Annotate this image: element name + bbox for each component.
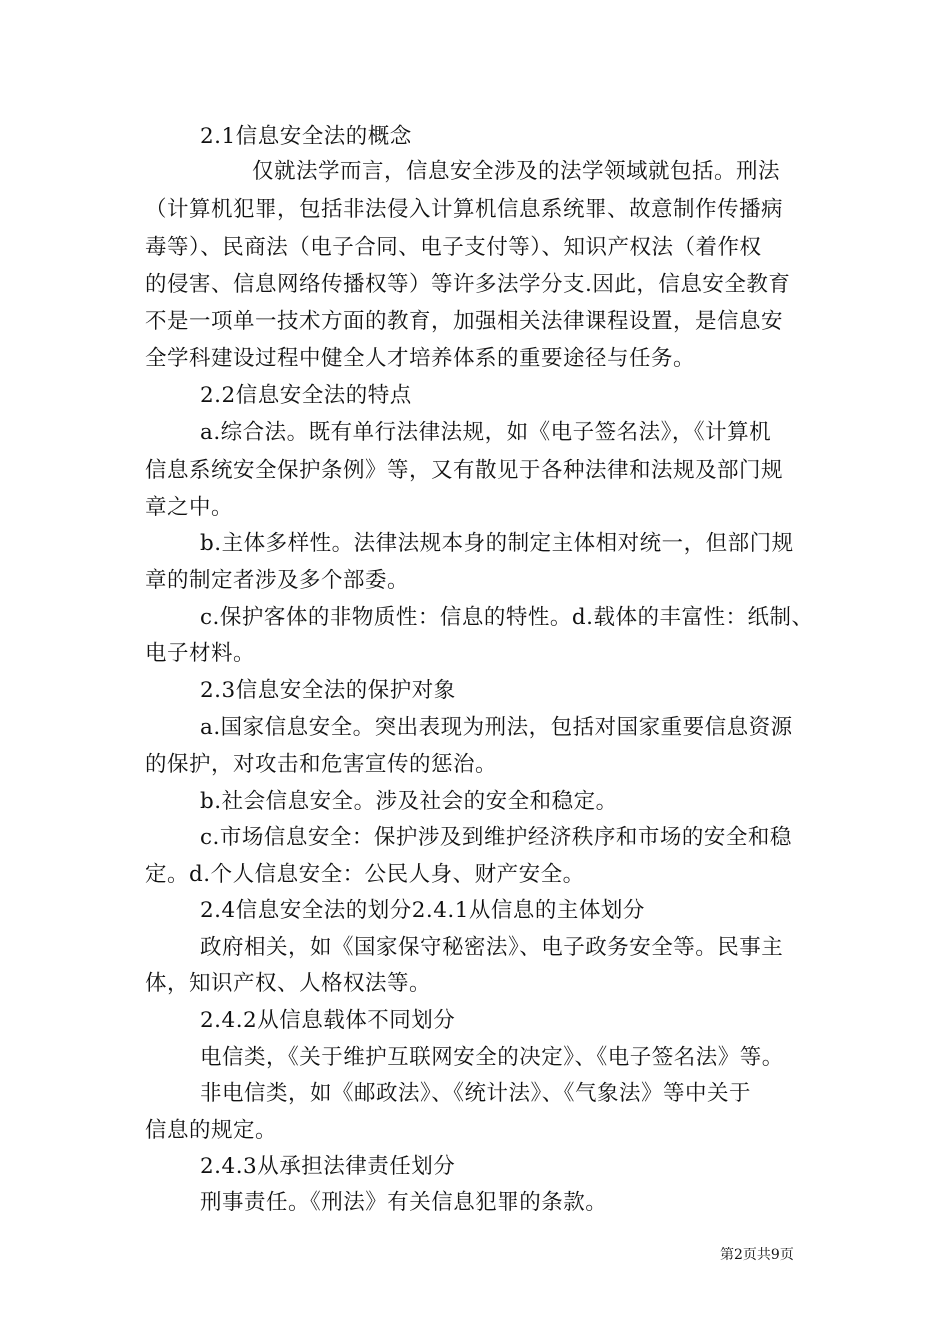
paragraph-line: b.社会信息安全。涉及社会的安全和稳定。 bbox=[200, 789, 618, 814]
paragraph-line: 电信类，《关于维护互联网安全的决定》、《电子签名法》等。 bbox=[200, 1045, 784, 1070]
paragraph-line: 毒等）、民商法（电子合同、电子支付等）、知识产权法（着作权 bbox=[145, 235, 762, 260]
paragraph-line: 信息的规定。 bbox=[145, 1118, 278, 1143]
paragraph-line: 章的制定者涉及多个部委。 bbox=[145, 568, 410, 593]
heading-2-4-3: 2.4.3从承担法律责任划分 bbox=[200, 1154, 456, 1179]
paragraph-line: 的保护，对攻击和危害宣传的惩治。 bbox=[145, 752, 498, 777]
paragraph-line: 政府相关，如《国家保守秘密法》、电子政务安全等。民事主 bbox=[200, 935, 784, 960]
paragraph-line: 电子材料。 bbox=[145, 641, 256, 666]
paragraph-line: 不是一项单一技术方面的教育，加强相关法律课程设置，是信息安 bbox=[145, 309, 784, 334]
paragraph-line: 刑事责任。《刑法》有关信息犯罪的条款。 bbox=[200, 1190, 608, 1215]
paragraph-line: 定。d.个人信息安全：公民人身、财产安全。 bbox=[145, 862, 585, 887]
heading-2-4-2: 2.4.2从信息载体不同划分 bbox=[200, 1008, 456, 1033]
paragraph-line: a.综合法。既有单行法律法规，如《电子签名法》，《计算机 bbox=[200, 420, 772, 445]
paragraph-line: 章之中。 bbox=[145, 495, 234, 520]
paragraph-line: （计算机犯罪，包括非法侵入计算机信息系统罪、故意制作传播病 bbox=[145, 197, 784, 222]
paragraph-line: a.国家信息安全。突出表现为刑法，包括对国家重要信息资源 bbox=[200, 715, 793, 740]
page-number-footer: 第2页共9页 bbox=[720, 1247, 794, 1263]
paragraph-line: 的侵害、信息网络传播权等）等许多法学分支.因此，信息安全教育 bbox=[145, 272, 791, 297]
paragraph-line: c.保护客体的非物质性：信息的特性。d.载体的丰富性：纸制、 bbox=[200, 605, 814, 630]
paragraph-line: 信息系统安全保护条例》等，又有散见于各种法律和法规及部门规 bbox=[145, 458, 784, 483]
paragraph-line: 全学科建设过程中健全人才培养体系的重要途径与任务。 bbox=[145, 346, 696, 371]
heading-2-4: 2.4信息安全法的划分2.4.1从信息的主体划分 bbox=[200, 898, 645, 923]
heading-2-2: 2.2信息安全法的特点 bbox=[200, 383, 412, 408]
heading-2-1: 2.1信息安全法的概念 bbox=[200, 124, 412, 149]
paragraph-line: b.主体多样性。法律法规本身的制定主体相对统一，但部门规 bbox=[200, 531, 794, 556]
heading-2-3: 2.3信息安全法的保护对象 bbox=[200, 678, 456, 703]
paragraph-line: 体，知识产权、人格权法等。 bbox=[145, 971, 432, 996]
paragraph-line: 非电信类，如《邮政法》、《统计法》、《气象法》等中关于 bbox=[200, 1081, 752, 1106]
paragraph-line: c.市场信息安全：保护涉及到维护经济秩序和市场的安全和稳 bbox=[200, 825, 792, 850]
paragraph-line: 仅就法学而言，信息安全涉及的法学领域就包括。刑法 bbox=[252, 159, 781, 184]
